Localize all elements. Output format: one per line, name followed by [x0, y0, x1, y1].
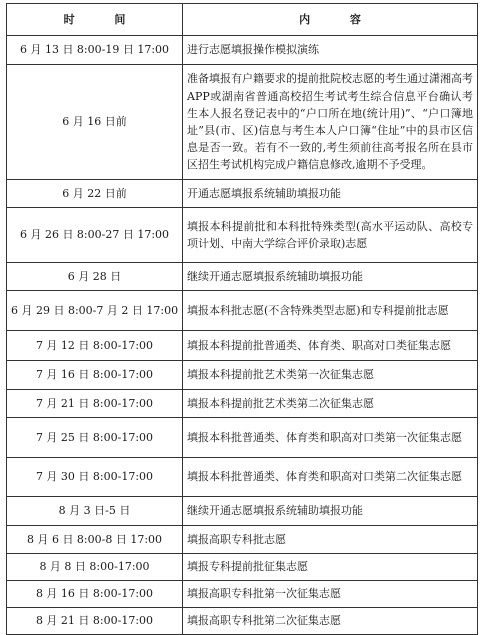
content-cell: 填报本科提前批艺术类第一次征集志愿	[183, 361, 478, 390]
time-header-text: 时 间	[63, 12, 144, 26]
content-cell: 填报高职专科批志愿	[183, 526, 478, 554]
content-cell: 填报高职专科批第一次征集志愿	[183, 581, 478, 608]
table-row	[7, 581, 478, 608]
time-cell: 6 月 13 日 8:00-19 日 17:00	[7, 36, 183, 65]
time-cell: 8 月 16 日 8:00-17:00	[7, 581, 183, 608]
time-cell: 6 月 29 日 8:00-7 月 2 日 17:00	[7, 291, 183, 331]
content-cell: 填报本科提前批和本科批特殊类型(高水平运动队、高校专项计划、中南大学综合评价录取)志愿	[183, 208, 478, 263]
content-cell: 填报本科批普通类、体育类和职高对口类第一次征集志愿	[183, 418, 478, 458]
table-row	[7, 390, 478, 418]
content-cell: 填报高职专科批第二次征集志愿	[183, 608, 478, 635]
time-cell: 7 月 16 日 8:00-17:00	[7, 361, 183, 390]
table-row	[7, 458, 478, 497]
content-column-header	[183, 4, 478, 36]
content-cell: 准备填报有户籍要求的提前批院校志愿的考生通过潇湘高考APP或湖南省普通高校招生考试考生综合信息平台确认考生本人报名登记表中的“户口所在地(统计用)”、“户口簿地址”县(市、区)信息与考生本人户口簿“住址”中的县市区信息是否一致。若有不一致的,考生须前往高考报名所在县市区招生考试机构完成户籍信息修改,逾期不予受理。	[183, 65, 478, 180]
time-cell: 7 月 21 日 8:00-17:00	[7, 390, 183, 418]
content-header-text: 内 容	[299, 12, 379, 26]
content-cell: 开通志愿填报系统辅助填报功能	[183, 180, 478, 208]
time-cell: 7 月 25 日 8:00-17:00	[7, 418, 183, 458]
time-cell: 6 月 16 日前	[7, 65, 183, 180]
content-cell: 进行志愿填报操作模拟演练	[183, 36, 478, 65]
content-cell: 继续开通志愿填报系统辅助填报功能	[183, 263, 478, 291]
table-row	[7, 554, 478, 581]
time-cell: 8 月 3 日-5 日	[7, 497, 183, 526]
content-cell: 填报专科提前批征集志愿	[183, 554, 478, 581]
time-cell: 6 月 28 日	[7, 263, 183, 291]
header-row	[7, 4, 478, 36]
schedule-table	[6, 3, 478, 635]
table-row	[7, 497, 478, 526]
content-cell: 填报本科提前批普通类、体育类、职高对口类征集志愿	[183, 331, 478, 361]
time-column-header	[7, 4, 183, 36]
table-row	[7, 331, 478, 361]
table-row	[7, 65, 478, 180]
table-row	[7, 263, 478, 291]
table-row	[7, 180, 478, 208]
time-cell: 8 月 6 日 8:00-8 日 17:00	[7, 526, 183, 554]
content-cell: 填报本科提前批艺术类第二次征集志愿	[183, 390, 478, 418]
table-row	[7, 208, 478, 263]
time-cell: 6 月 22 日前	[7, 180, 183, 208]
table-row	[7, 361, 478, 390]
table-row	[7, 291, 478, 331]
time-cell: 8 月 8 日 8:00-17:00	[7, 554, 183, 581]
time-cell: 7 月 30 日 8:00-17:00	[7, 458, 183, 497]
schedule-sheet	[6, 3, 477, 635]
table-row	[7, 418, 478, 458]
content-cell: 填报本科批普通类、体育类和职高对口类第二次征集志愿	[183, 458, 478, 497]
time-cell: 8 月 21 日 8:00-17:00	[7, 608, 183, 635]
table-row	[7, 608, 478, 635]
table-row	[7, 526, 478, 554]
time-cell: 7 月 12 日 8:00-17:00	[7, 331, 183, 361]
content-cell: 继续开通志愿填报系统辅助填报功能	[183, 497, 478, 526]
table-row	[7, 36, 478, 65]
content-cell: 填报本科批志愿(不含特殊类型志愿)和专科提前批志愿	[183, 291, 478, 331]
time-cell: 6 月 26 日 8:00-27 日 17:00	[7, 208, 183, 263]
